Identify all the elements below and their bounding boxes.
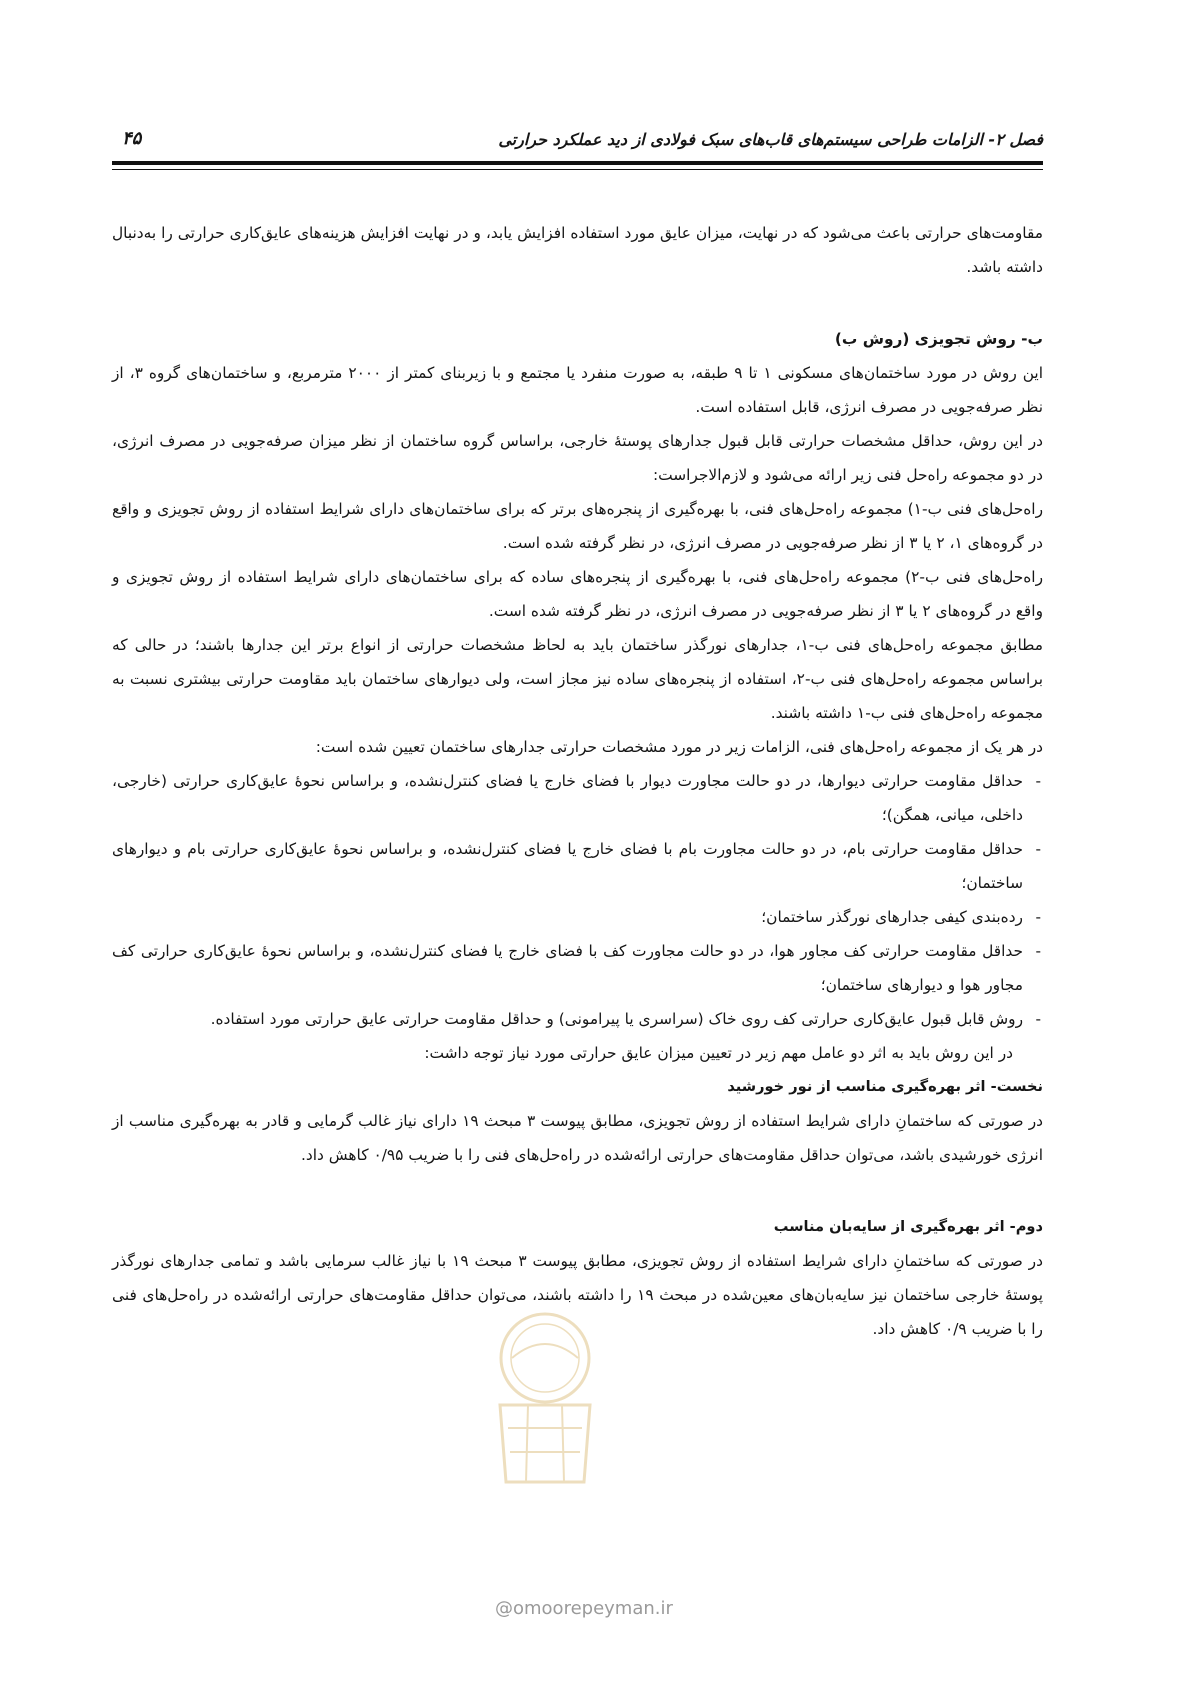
page-number: ۴۵ — [122, 128, 142, 149]
paragraph-1: این روش در مورد ساختمان‌های مسکونی ۱ تا ۹ طبقه، به صورت منفرد یا مجتمع و با زیربنای کمتر از ۲۰۰۰ مترمربع، و ساختمان‌های گروه ۳، از نظر صرفه‌جویی در مصرف انرژی، قابل استفاده است. — [112, 364, 1043, 416]
requirements-list — [112, 764, 1043, 1036]
subheading-shading: دوم- اثر بهره‌گیری از سایه‌بان مناسب — [773, 1218, 1043, 1235]
page-header — [112, 118, 1043, 160]
intro-paragraph: مقاومت‌های حرارتی باعث می‌شود که در نهایت، میزان عایق مورد استفاده افزایش یابد، و در نهایت افزایش هزینه‌های عایق‌کاری حرارتی را به‌دنبال داشته باشد. — [112, 224, 1043, 276]
paragraph-7: در این روش باید به اثر دو عامل مهم زیر در تعیین میزان عایق حرارتی مورد نیاز توجه داشت: — [424, 1044, 1013, 1062]
list-item: - روش قابل قبول عایق‌کاری حرارتی کف روی خاک (سراسری یا پیرامونی) و حداقل مقاومت حرارتی عایق حرارتی مورد استفاده. — [112, 1002, 1043, 1036]
paragraph-3: راه‌حل‌های فنی ب-۱) مجموعه راه‌حل‌های فنی، با بهره‌گیری از پنجره‌های برتر که برای ساختمان‌های دارای شرایط استفاده از روش تجویزی و واقع در گروه‌های ۱، ۲ یا ۳ از نظر صرفه‌جویی در مصرف انرژی، در نظر گرفته شده است. — [112, 500, 1044, 552]
paragraph-4: راه‌حل‌های فنی ب-۲) مجموعه راه‌حل‌های فنی، با بهره‌گیری از پنجره‌های ساده که برای ساختمان‌های دارای شرایط استفاده از روش تجویزی و واقع در گروه‌های ۲ یا ۳ از نظر صرفه‌جویی در مصرف انرژی، در نظر گرفته شده است. — [112, 568, 1044, 620]
paragraph-2: در این روش، حداقل مشخصات حرارتی قابل قبول جدارهای پوستهٔ خارجی، براساس گروه ساختمان از نظر میزان صرفه‌جویی در مصرف انرژی، در دو مجموعه راه‌حل فنی زیر ارائه می‌شود و لازم‌الاجراست: — [112, 432, 1043, 484]
list-item: - حداقل مقاومت حرارتی بام، در دو حالت مجاورت بام با فضای خارج یا فضای کنترل‌نشده، و براساس نحوهٔ عایق‌کاری حرارتی بام و دیوارهای ساختمان؛ — [112, 832, 1043, 900]
header-rule-thick — [112, 161, 1043, 165]
list-item: - حداقل مقاومت حرارتی دیوارها، در دو حالت مجاورت دیوار با فضای خارج یا فضای کنترل‌نشده، و براساس نحوهٔ عایق‌کاری حرارتی (خارجی، داخلی، میانی، همگن)؛ — [112, 764, 1043, 832]
paragraph-solar: در صورتی که ساختمانِ دارای شرایط استفاده از روش تجویزی، مطابق پیوست ۳ مبحث ۱۹ دارای نیاز غالب گرمایی و قادر به بهره‌گیری مناسب از انرژی خورشیدی باشد، می‌توان حداقل مقاومت‌های حرارتی ارائه‌شده در راه‌حل‌های فنی را با ضریب ۰/۹۵ کاهش داد. — [112, 1112, 1043, 1164]
watermark-emblem-shape — [500, 1314, 590, 1482]
list-item: - حداقل مقاومت حرارتی کف مجاور هوا، در دو حالت مجاورت کف با فضای خارج یا فضای کنترل‌نشده، و براساس نحوهٔ عایق‌کاری حرارتی کف مجاور هوا و دیوارهای ساختمان؛ — [112, 934, 1043, 1002]
section-heading: ب- روش تجویزی (روش ب) — [834, 330, 1043, 348]
chapter-title: فصل ۲- الزامات طراحی سیستم‌های قاب‌های سبک فولادی از دید عملکرد حرارتی — [498, 130, 1043, 149]
body-text — [112, 216, 1043, 1346]
paragraph-shading: در صورتی که ساختمانِ دارای شرایط استفاده از روش تجویزی، مطابق پیوست ۳ مبحث ۱۹ با نیاز غالب سرمایی باشد و تمامی جدارهای نورگذر پوستهٔ خارجی ساختمان نیز سایه‌بان‌های معین‌شده در مبحث ۱۹ را داشته باشند، می‌توان حداقل مقاومت‌های حرارتی ارائه‌شده در راه‌حل‌های فنی را با ضریب ۰/۹ کاهش داد. — [112, 1252, 1043, 1338]
watermark-logo — [470, 1300, 620, 1490]
paragraph-5: مطابق مجموعه راه‌حل‌های فنی ب-۱، جدارهای نورگذر ساختمان باید به لحاظ مشخصات حرارتی از انواع برتر این جدارها باشند؛ در حالی که براساس مجموعه راه‌حل‌های فنی ب-۲، استفاده از پنجره‌های ساده نیز مجاز است، ولی دیوارهای ساختمان باید مقاومت حرارتی بیشتری نسبت به مجموعه راه‌حل‌های فنی ب-۱ داشته باشند. — [112, 636, 1044, 722]
subheading-solar: نخست- اثر بهره‌گیری مناسب از نور خورشید — [727, 1078, 1043, 1095]
header-rule-thin — [112, 169, 1043, 170]
paragraph-6: در هر یک از مجموعه راه‌حل‌های فنی، الزامات زیر در مورد مشخصات حرارتی جدارهای ساختمان تعیین شده است: — [315, 738, 1043, 756]
watermark-url: @omoorepeyman.ir — [495, 1598, 673, 1619]
list-item: - رده‌بندی کیفی جدارهای نورگذر ساختمان؛ — [112, 900, 1043, 934]
